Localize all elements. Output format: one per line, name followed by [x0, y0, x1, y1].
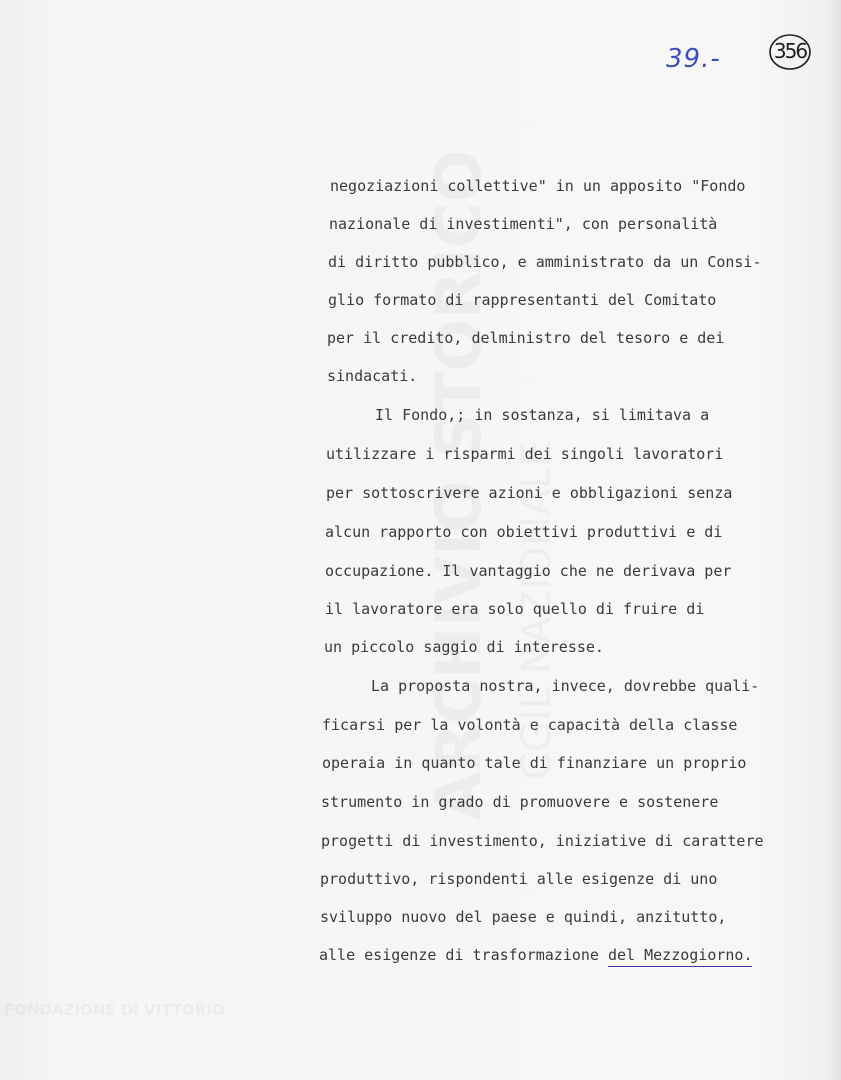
text-line: alcun rapporto con obiettivi produttivi e di — [325, 523, 723, 541]
watermark-text-2: CGIL NAZIONALE — [514, 441, 560, 780]
footer-watermark — [0, 985, 225, 1045]
text-line: glio formato di rappresentanti del Comitato — [328, 291, 717, 309]
text-line: nazionale di investimenti", con personalità — [329, 215, 718, 233]
handwritten-page-number: 39.- — [666, 44, 721, 74]
text-line: Il Fondo,; in sostanza, si limitava a — [375, 406, 710, 424]
watermark-text-1: ARCHIVIO STORICO — [422, 149, 495, 820]
text-line: sviluppo nuovo del paese e quindi, anzitutto, — [320, 908, 727, 926]
text-line: il lavoratore era solo quello di fruire di — [325, 600, 705, 618]
text-line: occupazione. Il vantaggio che ne derivava per — [325, 562, 732, 580]
text-line: un piccolo saggio di interesse. — [324, 638, 604, 656]
text-line: operaia in quanto tale di finanziare un proprio — [322, 754, 747, 772]
text-line-prefix: alle esigenze di trasformazione — [319, 946, 608, 964]
text-line: per il credito, delministro del tesoro e dei — [327, 329, 725, 347]
text-line: progetti di investimento, iniziative di carattere — [321, 832, 764, 850]
text-line-final — [319, 945, 752, 965]
text-line: La proposta nostra, invece, dovrebbe quali- — [371, 677, 760, 695]
text-line: utilizzare i risparmi dei singoli lavoratori — [326, 445, 724, 463]
text-line: per sottoscrivere azioni e obbligazioni senza — [326, 484, 733, 502]
text-line: sindacati. — [327, 367, 418, 385]
footer-watermark-text: FONDAZIONE DI VITTORIO — [4, 1001, 225, 1019]
text-line: negoziazioni collettive" in un apposito "Fondo — [330, 177, 746, 195]
text-line: strumento in grado di promuovere e sostenere — [321, 793, 719, 811]
text-line: ficarsi per la volontà e capacità della classe — [322, 716, 738, 734]
underlined-phrase: del Mezzogiorno. — [608, 946, 753, 967]
stamp-number: 356 — [773, 39, 807, 63]
page-edge-shadow — [827, 0, 841, 1080]
text-line: di diritto pubblico, e amministrato da un Consi- — [328, 253, 762, 271]
text-line: produttivo, rispondenti alle esigenze di uno — [320, 870, 718, 888]
circled-page-stamp — [768, 33, 812, 71]
